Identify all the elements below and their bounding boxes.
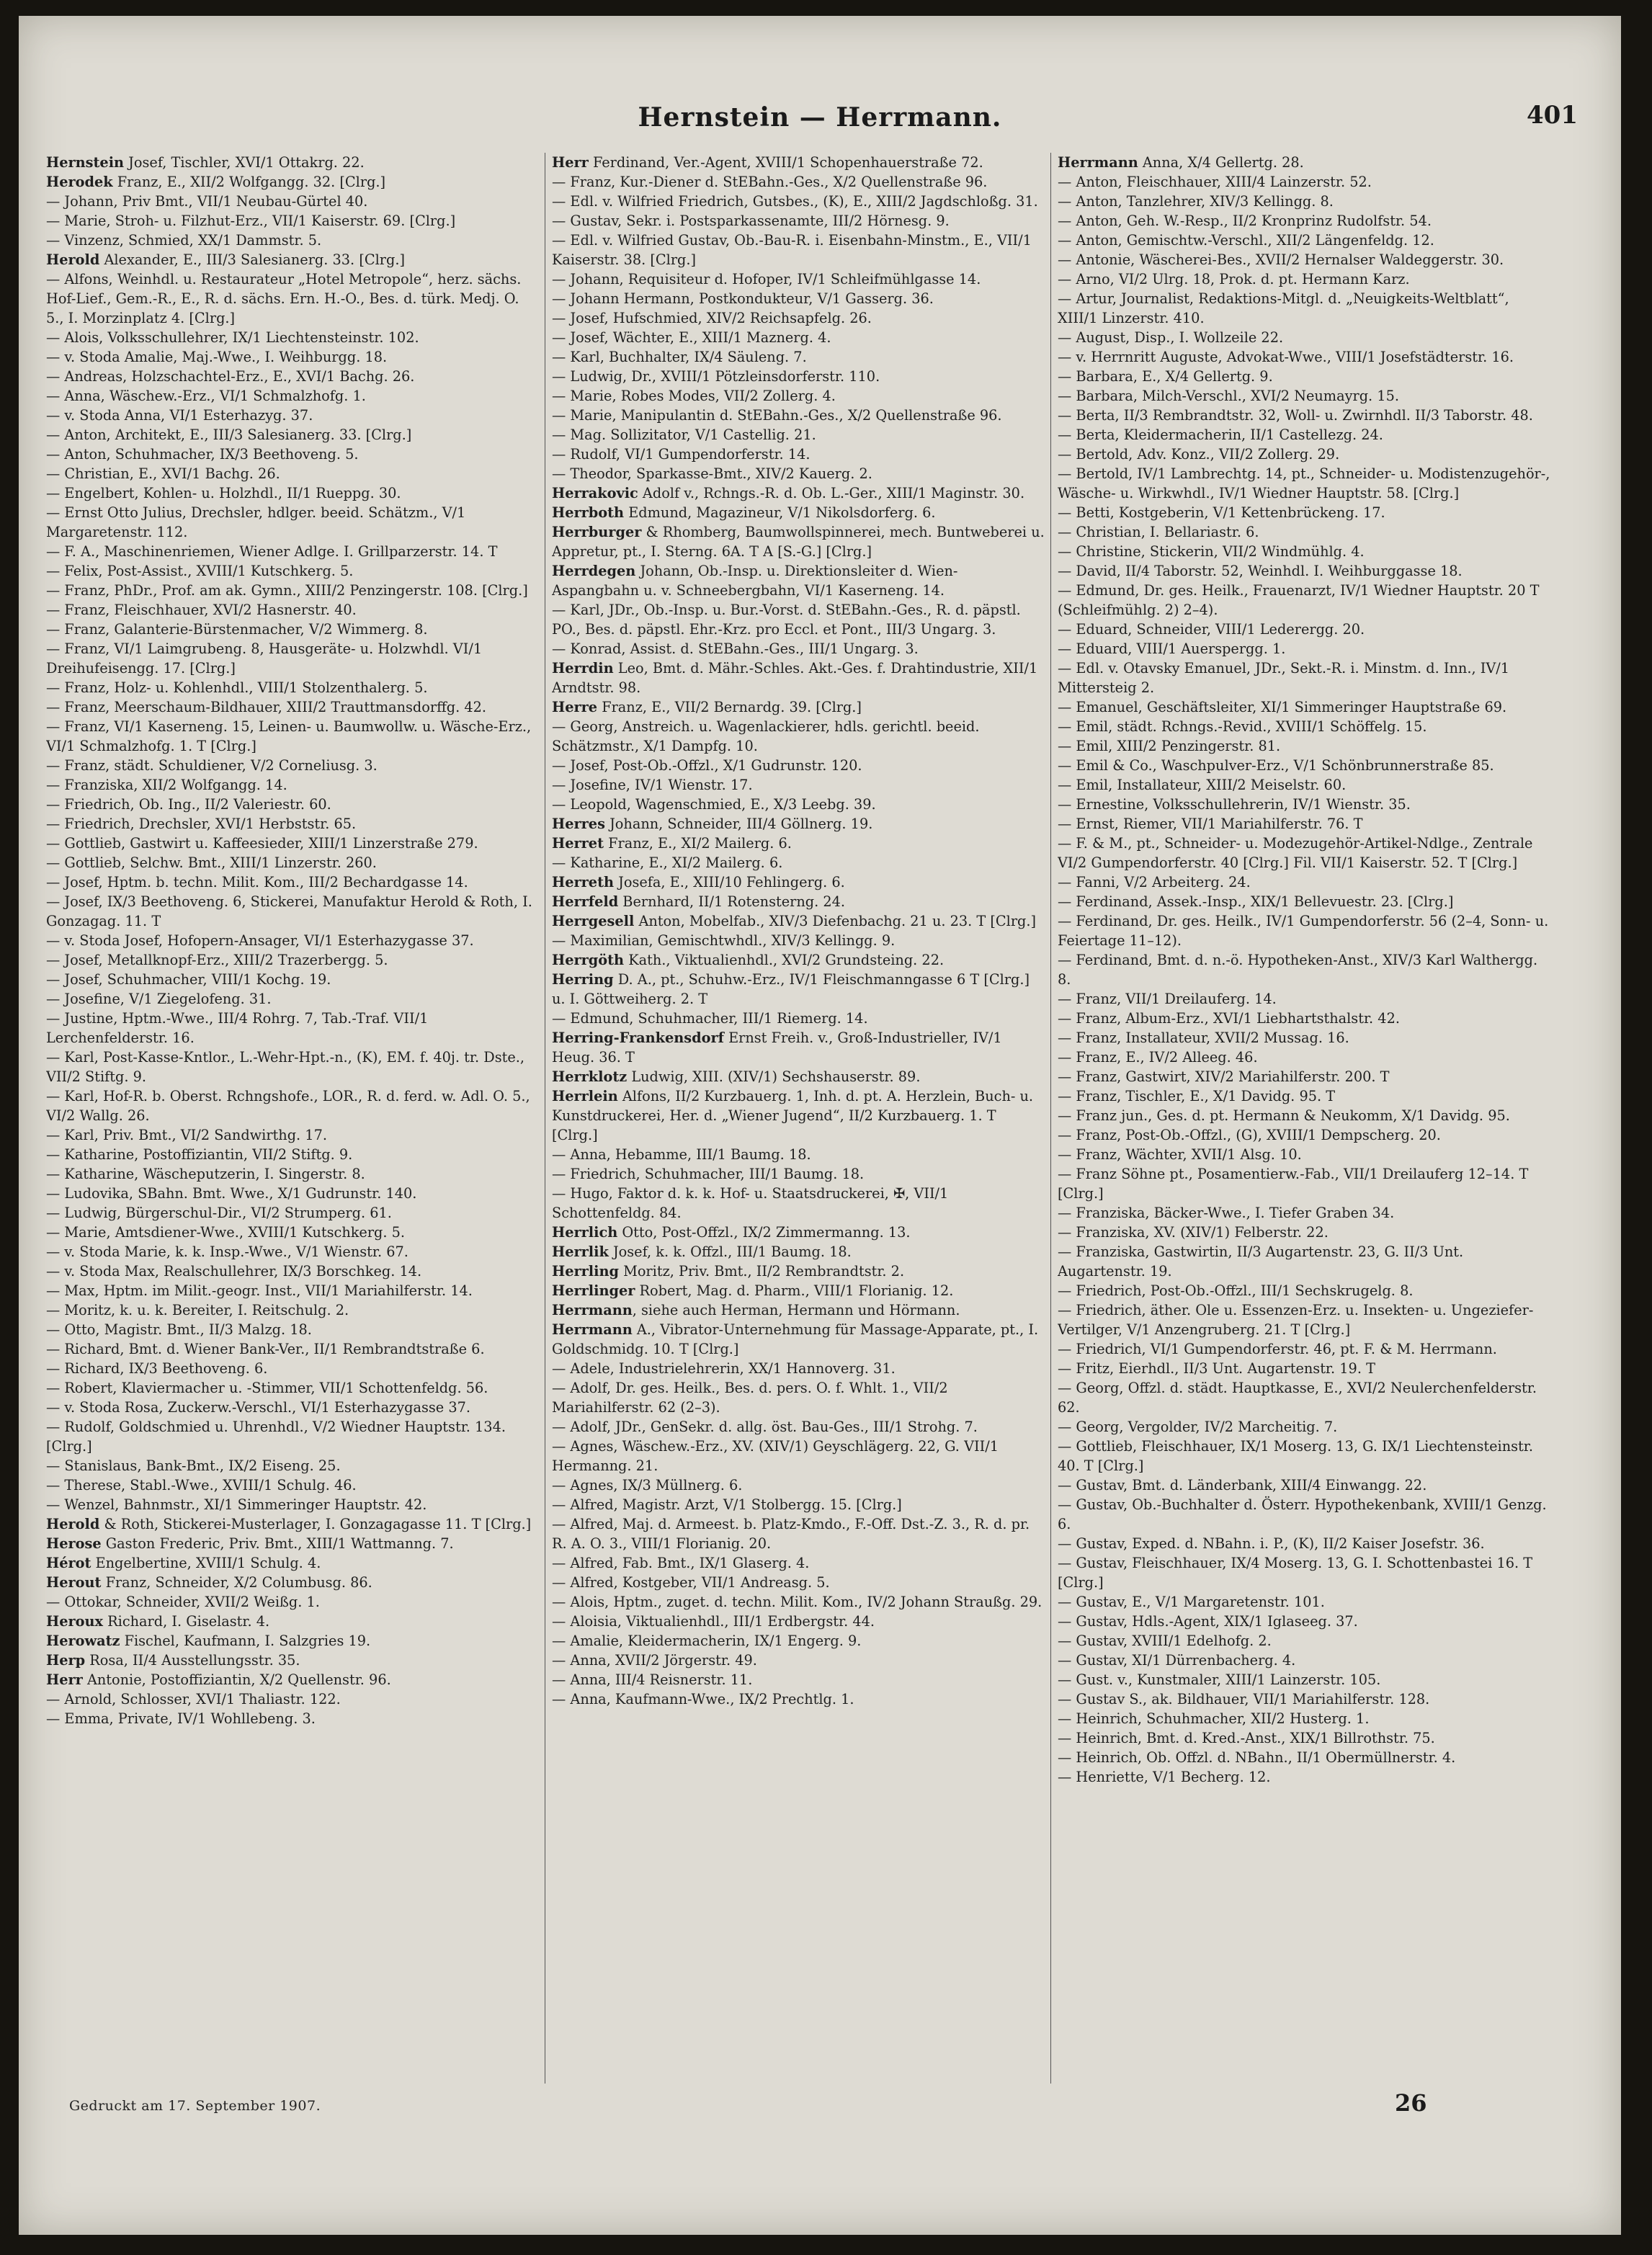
directory-entry: — Katharine, Postoffiziantin, VII/2 Stiftg. 9. <box>46 1146 353 1163</box>
directory-entry: — Robert, Klaviermacher u. -Stimmer, VII/1 Schottenfeldg. 56. <box>46 1380 488 1396</box>
directory-entry: — Wenzel, Bahnmstr., XI/1 Simmeringer Hauptstr. 42. <box>46 1496 427 1513</box>
directory-entry: — Gustav S., ak. Bildhauer, VII/1 Mariahilferstr. 128. <box>1058 1691 1430 1707</box>
directory-entry: Hernstein Josef, Tischler, XVI/1 Ottakrg. 22. <box>46 154 365 171</box>
directory-entry: Herres Johann, Schneider, III/4 Göllnerg. 19. <box>552 816 873 832</box>
directory-entry: — Katharine, Wäscheputzerin, I. Singerstr. 8. <box>46 1166 365 1182</box>
directory-entry: — Franz, E., IV/2 Alleeg. 46. <box>1058 1049 1258 1066</box>
directory-entry: Herring-Frankensdorf Ernst Freih. v., Groß-Industrieller, IV/1 Heug. 36. T <box>552 1030 1002 1066</box>
directory-entry: — Gustav, XI/1 Dürrenbacherg. 4. <box>1058 1652 1296 1669</box>
directory-entry: — Christian, E., XVI/1 Bachg. 26. <box>46 465 280 482</box>
directory-entry: Herowatz Fischel, Kaufmann, I. Salzgries 19. <box>46 1633 371 1649</box>
directory-entry: — Franz jun., Ges. d. pt. Hermann & Neukomm, X/1 Davidg. 95. <box>1058 1107 1510 1124</box>
directory-entry: Herrakovic Adolf v., Rchngs.-R. d. Ob. L.-Ger., XIII/1 Maginstr. 30. <box>552 485 1025 501</box>
directory-entry: — Justine, Hptm.-Wwe., III/4 Rohrg. 7, Tab.-Traf. VII/1 Lerchenfelderstr. 16. <box>46 1010 429 1046</box>
directory-entry: — Gustav, E., V/1 Margaretenstr. 101. <box>1058 1594 1325 1610</box>
directory-entry: Herrboth Edmund, Magazineur, V/1 Nikolsdorferg. 6. <box>552 504 936 521</box>
directory-entry: — Franz, Album-Erz., XVI/1 Liebhartsthalstr. 42. <box>1058 1010 1400 1027</box>
directory-entry: — Josef, IX/3 Beethoveng. 6, Stickerei, Manufaktur Herold & Roth, I. Gonzagag. 11. T <box>46 893 532 929</box>
directory-entry: — Anna, Kaufmann-Wwe., IX/2 Prechtlg. 1. <box>552 1691 854 1707</box>
directory-entry: — Berta, II/3 Rembrandtstr. 32, Woll- u. Zwirnhdl. II/3 Taborstr. 48. <box>1058 407 1533 424</box>
directory-entry: Herrfeld Bernhard, II/1 Rotensterng. 24. <box>552 893 846 910</box>
directory-entry: — v. Stoda Rosa, Zuckerw.-Verschl., VI/1 Esterhazygasse 37. <box>46 1399 470 1416</box>
directory-entry: — Agnes, IX/3 Müllnerg. 6. <box>552 1477 743 1493</box>
directory-entry: — Richard, IX/3 Beethoveng. 6. <box>46 1360 268 1377</box>
directory-entry: Herrmann A., Vibrator-Unternehmung für Massage-Apparate, pt., I. Goldschmidg. 10. T [Clrg.] <box>552 1321 1039 1357</box>
directory-entry: — Georg, Vergolder, IV/2 Marcheitig. 7. <box>1058 1419 1338 1435</box>
directory-entry: — Franz, Holz- u. Kohlenhdl., VIII/1 Stolzenthalerg. 5. <box>46 679 428 696</box>
print-date: Gedruckt am 17. September 1907. <box>69 2098 321 2114</box>
directory-entry: Herrdegen Johann, Ob.-Insp. u. Direktionsleiter d. Wien-Aspangbahn u. v. Schneebergbahn, VI/1 Kaserneng. 14. <box>552 563 958 599</box>
directory-entry: — Friedrich, äther. Ole u. Essenzen-Erz. u. Insekten- u. Ungeziefer-Vertilger, V/1 Anzengruberg. 21. T [Clrg.] <box>1058 1302 1534 1338</box>
running-head: Hernstein — Herrmann. <box>638 102 1002 133</box>
directory-entry: — Franz, VII/1 Dreilauferg. 14. <box>1058 991 1277 1007</box>
directory-entry: — Mag. Sollizitator, V/1 Castellig. 21. <box>552 427 816 443</box>
directory-entry: — Gust. v., Kunstmaler, XIII/1 Lainzerstr. 105. <box>1058 1671 1381 1688</box>
directory-entry: — Fritz, Eierhdl., II/3 Unt. Augartenstr. 19. T <box>1058 1360 1375 1377</box>
directory-entry: — Friedrich, Drechsler, XVI/1 Herbststr. 65. <box>46 816 357 832</box>
directory-entry: — Alfons, Weinhdl. u. Restaurateur „Hotel Metropole“, herz. sächs. Hof-Lief., Gem.-R., E., R. d. sächs. Ern. H.-O., Bes. d. türk. Medj. O. 5., I. Morzinplatz 4. [Clrg.] <box>46 271 522 326</box>
directory-entry: — Edmund, Schuhmacher, III/1 Riemerg. 14. <box>552 1010 868 1027</box>
directory-entry: Herr Ferdinand, Ver.-Agent, XVIII/1 Schopenhauerstraße 72. <box>552 154 983 171</box>
directory-entry: — Johann, Requisiteur d. Hofoper, IV/1 Schleifmühlgasse 14. <box>552 271 981 287</box>
directory-entry: — Karl, Post-Kasse-Kntlor., L.-Wehr-Hpt.-n., (K), EM. f. 40j. tr. Dste., VII/2 Stiftg. 9. <box>46 1049 525 1085</box>
directory-entry: Herrmann Anna, X/4 Gellertg. 28. <box>1058 154 1304 171</box>
directory-entry: — Franziska, Bäcker-Wwe., I. Tiefer Graben 34. <box>1058 1205 1395 1221</box>
directory-entry: — Franz, Galanterie-Bürstenmacher, V/2 Wimmerg. 8. <box>46 621 428 638</box>
directory-entry: — Adele, Industrielehrerin, XX/1 Hannoverg. 31. <box>552 1360 896 1377</box>
directory-entry: Herp Rosa, II/4 Ausstellungsstr. 35. <box>46 1652 300 1669</box>
directory-entry: — Emma, Private, IV/1 Wohllebeng. 3. <box>46 1710 316 1727</box>
directory-entry: — v. Stoda Amalie, Maj.-Wwe., I. Weihburgg. 18. <box>46 349 388 365</box>
directory-entry: — Anna, III/4 Reisnerstr. 11. <box>552 1671 753 1688</box>
directory-entry: — Georg, Anstreich. u. Wagenlackierer, hdls. gerichtl. beeid. Schätzmstr., X/1 Dampfg. 10. <box>552 718 980 754</box>
directory-entry: — Josef, Hufschmied, XIV/2 Reichsapfelg. 26. <box>552 310 872 326</box>
directory-entry: — Franz, VI/1 Laimgrubeng. 8, Hausgeräte- u. Holzwhdl. VI/1 Dreihufeisengg. 17. [Clrg.] <box>46 640 483 676</box>
directory-entry: — Franz, VI/1 Kaserneng. 15, Leinen- u. Baumwollw. u. Wäsche-Erz., VI/1 Schmalzhofg. 1. T [Clrg.] <box>46 718 532 754</box>
directory-entry: — Karl, Priv. Bmt., VI/2 Sandwirthg. 17. <box>46 1127 327 1143</box>
directory-entry: — Eduard, VIII/1 Auerspergg. 1. <box>1058 640 1286 657</box>
directory-entry: — Karl, Buchhalter, IX/4 Säuleng. 7. <box>552 349 807 365</box>
directory-entry: — Betti, Kostgeberin, V/1 Kettenbrückeng. 17. <box>1058 504 1385 521</box>
directory-entry: — Alois, Hptm., zuget. d. techn. Milit. Kom., IV/2 Johann Straußg. 29. <box>552 1594 1042 1610</box>
directory-entry: — Maximilian, Gemischtwhdl., XIV/3 Kellingg. 9. <box>552 932 896 949</box>
directory-entry: — Franziska, Gastwirtin, II/3 Augartenstr. 23, G. II/3 Unt. Augartenstr. 19. <box>1058 1243 1464 1280</box>
directory-entry: — Friedrich, Post-Ob.-Offzl., III/1 Sechskrugelg. 8. <box>1058 1282 1414 1299</box>
directory-entry: — Gustav, Hdls.-Agent, XIX/1 Iglaseeg. 37. <box>1058 1613 1358 1630</box>
directory-entry: — Friedrich, VI/1 Gumpendorferstr. 46, pt. F. & M. Herrmann. <box>1058 1341 1497 1357</box>
directory-entry: — Anna, Wäschew.-Erz., VI/1 Schmalzhofg. 1. <box>46 388 366 404</box>
directory-entry: — Ferdinand, Dr. ges. Heilk., IV/1 Gumpendorferstr. 56 (2–4, Sonn- u. Feiertage 11–12). <box>1058 913 1549 949</box>
directory-entry: — Moritz, k. u. k. Bereiter, I. Reitschulg. 2. <box>46 1302 349 1318</box>
directory-entry: Herret Franz, E., XI/2 Mailerg. 6. <box>552 835 792 852</box>
directory-entry: — Johann, Priv Bmt., VII/1 Neubau-Gürtel 40. <box>46 193 368 210</box>
directory-entry: Herrdin Leo, Bmt. d. Mähr.-Schles. Akt.-Ges. f. Drahtindustrie, XII/1 Arndtstr. 98. <box>552 660 1038 696</box>
directory-entry: Herodek Franz, E., XII/2 Wolfgangg. 32. [Clrg.] <box>46 174 386 190</box>
directory-entry: — Henriette, V/1 Becherg. 12. <box>1058 1769 1271 1785</box>
directory-entry: — Franz Söhne pt., Posamentierw.-Fab., VII/1 Dreilauferg 12–14. T [Clrg.] <box>1058 1166 1529 1202</box>
directory-entry: Herrklotz Ludwig, XIII. (XIV/1) Sechshauserstr. 89. <box>552 1068 921 1085</box>
directory-entry: — v. Stoda Anna, VI/1 Esterhazyg. 37. <box>46 407 313 424</box>
directory-entry: — Vinzenz, Schmied, XX/1 Dammstr. 5. <box>46 232 322 249</box>
directory-entry: — Ernst Otto Julius, Drechsler, hdlger. beeid. Schätzm., V/1 Margaretenstr. 112. <box>46 504 466 540</box>
directory-entry: — Ferdinand, Bmt. d. n.-ö. Hypotheken-Anst., XIV/3 Karl Walthergg. 8. <box>1058 952 1538 988</box>
directory-entry: — v. Herrnritt Auguste, Advokat-Wwe., VIII/1 Josefstädterstr. 16. <box>1058 349 1514 365</box>
directory-entry: — Amalie, Kleidermacherin, IX/1 Engerg. 9. <box>552 1633 862 1649</box>
directory-entry: — Rudolf, VI/1 Gumpendorferstr. 14. <box>552 446 811 463</box>
directory-entry: — Franz, Kur.-Diener d. StEBahn.-Ges., X/2 Quellenstraße 96. <box>552 174 988 190</box>
directory-entry: — Otto, Magistr. Bmt., II/3 Malzg. 18. <box>46 1321 312 1338</box>
directory-entry: — Anna, XVII/2 Jörgerstr. 49. <box>552 1652 757 1669</box>
directory-entry: — Emil, Installateur, XIII/2 Meiselstr. 60. <box>1058 777 1347 793</box>
page-footer <box>19 2089 1621 2133</box>
directory-entry: — Franz, PhDr., Prof. am ak. Gymn., XIII/2 Penzingerstr. 108. [Clrg.] <box>46 582 528 599</box>
directory-entry: — Franz, städt. Schuldiener, V/2 Corneliusg. 3. <box>46 757 378 774</box>
directory-entry: — Ludwig, Bürgerschul-Dir., VI/2 Strumperg. 61. <box>46 1205 392 1221</box>
directory-entry: — Franz, Post-Ob.-Offzl., (G), XVIII/1 Dempscherg. 20. <box>1058 1127 1441 1143</box>
directory-entry: — Anton, Schuhmacher, IX/3 Beethoveng. 5. <box>46 446 359 463</box>
directory-entry: — Alfred, Fab. Bmt., IX/1 Glaserg. 4. <box>552 1555 810 1571</box>
directory-entry: Herrlik Josef, k. k. Offzl., III/1 Baumg. 18. <box>552 1243 852 1260</box>
directory-entry: — Aloisia, Viktualienhdl., III/1 Erdbergstr. 44. <box>552 1613 875 1630</box>
directory-entry: Herrmann, siehe auch Herman, Hermann und Hörmann. <box>552 1302 960 1318</box>
directory-entry: Herrlein Alfons, II/2 Kurzbauerg. 1, Inh. d. pt. A. Herzlein, Buch- u. Kunstdruckerei, Her. d. „Wiener Jugend“, II/2 Kurzbauerg. 1. T [Clrg.] <box>552 1088 1034 1143</box>
directory-entry: — Gustav, Ob.-Buchhalter d. Österr. Hypothekenbank, XVIII/1 Genzg. 6. <box>1058 1496 1547 1532</box>
directory-entry: — Franz, Tischler, E., X/1 Davidg. 95. T <box>1058 1088 1336 1104</box>
directory-entry: — Franziska, XV. (XIV/1) Felberstr. 22. <box>1058 1224 1329 1241</box>
directory-entry: — Anton, Architekt, E., III/3 Salesianerg. 33. [Clrg.] <box>46 427 412 443</box>
directory-entry: — Franz, Gastwirt, XIV/2 Mariahilferstr. 200. T <box>1058 1068 1390 1085</box>
directory-entry: — Rudolf, Goldschmied u. Uhrenhdl., V/2 Wiedner Hauptstr. 134. [Clrg.] <box>46 1419 506 1455</box>
directory-entry: — Marie, Manipulantin d. StEBahn.-Ges., X/2 Quellenstraße 96. <box>552 407 1002 424</box>
directory-entry: — Georg, Offzl. d. städt. Hauptkasse, E., XVI/2 Neulerchenfelderstr. 62. <box>1058 1380 1537 1416</box>
directory-entry: — Emil, XIII/2 Penzingerstr. 81. <box>1058 738 1281 754</box>
directory-entry: — Gustav, Bmt. d. Länderbank, XIII/4 Einwangg. 22. <box>1058 1477 1427 1493</box>
directory-entry: — F. & M., pt., Schneider- u. Modezugehör-Artikel-Ndlge., Zentrale VI/2 Gumpendorferstr. 40 [Clrg.] Fil. VII/1 Kaiserstr. 52. T [Clrg.] <box>1058 835 1533 871</box>
directory-entry: — v. Stoda Max, Realschullehrer, IX/3 Borschkeg. 14. <box>46 1263 422 1280</box>
column-divider <box>1050 153 1051 2084</box>
directory-entry: — Heinrich, Bmt. d. Kred.-Anst., XIX/1 Billrothstr. 75. <box>1058 1730 1435 1746</box>
directory-entry: — Ludwig, Dr., XVIII/1 Pötzleinsdorferstr. 110. <box>552 368 880 385</box>
directory-entry: — Josefine, IV/1 Wienstr. 17. <box>552 777 753 793</box>
directory-entry: — Gustav, Exped. d. NBahn. i. P., (K), II/2 Kaiser Josefstr. 36. <box>1058 1535 1485 1552</box>
directory-entry: — Heinrich, Ob. Offzl. d. NBahn., II/1 Obermüllnerstr. 4. <box>1058 1749 1456 1766</box>
directory-entry: — Marie, Robes Modes, VII/2 Zollerg. 4. <box>552 388 836 404</box>
directory-entry: — Gottlieb, Gastwirt u. Kaffeesieder, XIII/1 Linzerstraße 279. <box>46 835 478 852</box>
directory-entry: — Ottokar, Schneider, XVII/2 Weißg. 1. <box>46 1594 320 1610</box>
directory-entry: — Leopold, Wagenschmied, E., X/3 Leebg. 39. <box>552 796 876 813</box>
directory-entry: — Arnold, Schlosser, XVI/1 Thaliastr. 122. <box>46 1691 341 1707</box>
directory-entry: — Bertold, IV/1 Lambrechtg. 14, pt., Schneider- u. Modistenzugehör-, Wäsche- u. Wirkwhdl., IV/1 Wiedner Hauptstr. 58. [Clrg.] <box>1058 465 1550 501</box>
directory-entry: Herrgöth Kath., Viktualienhdl., XVI/2 Grundsteing. 22. <box>552 952 945 968</box>
directory-entry: — Edl. v. Otavsky Emanuel, JDr., Sekt.-R. i. Minstm. d. Inn., IV/1 Mittersteig 2. <box>1058 660 1510 696</box>
sheet-number: 26 <box>1395 2089 1427 2117</box>
directory-entry: — Franz, Wächter, XVII/1 Alsg. 10. <box>1058 1146 1302 1163</box>
directory-entry: — Engelbert, Kohlen- u. Holzhdl., II/1 Rueppg. 30. <box>46 485 401 501</box>
directory-entry: — Christine, Stickerin, VII/2 Windmühlg. 4. <box>1058 543 1365 560</box>
directory-entry: — Fanni, V/2 Arbeiterg. 24. <box>1058 874 1251 890</box>
directory-entry: — Edl. v. Wilfried Gustav, Ob.-Bau-R. i. Eisenbahn-Minstm., E., VII/1 Kaiserstr. 38. [Clrg.] <box>552 232 1032 268</box>
directory-entry: — Alfred, Magistr. Arzt, V/1 Stolbergg. 15. [Clrg.] <box>552 1496 902 1513</box>
directory-entry: — Adolf, JDr., GenSekr. d. allg. öst. Bau-Ges., III/1 Strohg. 7. <box>552 1419 978 1435</box>
directory-entry: — Katharine, E., XI/2 Mailerg. 6. <box>552 854 783 871</box>
page-header <box>19 97 1621 140</box>
directory-entry: — Heinrich, Schuhmacher, XII/2 Husterg. 1. <box>1058 1710 1370 1727</box>
directory-entry: — Gustav, XVIII/1 Edelhofg. 2. <box>1058 1633 1272 1649</box>
directory-column-3 <box>1058 153 1550 2084</box>
directory-entry: — Antonie, Wäscherei-Bes., XVII/2 Hernalser Waldeggerstr. 30. <box>1058 251 1504 268</box>
directory-column-2 <box>552 153 1045 2084</box>
directory-entry: — Richard, Bmt. d. Wiener Bank-Ver., II/1 Rembrandtstraße 6. <box>46 1341 485 1357</box>
directory-entry: — Marie, Amtsdiener-Wwe., XVIII/1 Kutschkerg. 5. <box>46 1224 406 1241</box>
directory-entry: Herrburger & Rhomberg, Baumwollspinnerei, mech. Buntweberei u. Appretur, pt., I. Sterng. 6A. T A [S.-G.] [Clrg.] <box>552 524 1045 560</box>
directory-entry: Herold Alexander, E., III/3 Salesianerg. 33. [Clrg.] <box>46 251 405 268</box>
directory-entry: Herring D. A., pt., Schuhw.-Erz., IV/1 Fleischmanngasse 6 T [Clrg.] u. I. Göttweiherg. 2. T <box>552 971 1030 1007</box>
directory-entry: — Anton, Tanzlehrer, XIV/3 Kellingg. 8. <box>1058 193 1334 210</box>
directory-page <box>19 16 1621 2235</box>
directory-entry: — David, II/4 Taborstr. 52, Weinhdl. I. Weihburggasse 18. <box>1058 563 1463 579</box>
directory-entry: — Anton, Geh. W.-Resp., II/2 Kronprinz Rudolfstr. 54. <box>1058 213 1432 229</box>
directory-entry: — Karl, Hof-R. b. Oberst. Rchngshofe., LOR., R. d. ferd. w. Adl. O. 5., VI/2 Wallg. 26. <box>46 1088 530 1124</box>
directory-entry: — v. Stoda Marie, k. k. Insp.-Wwe., V/1 Wienstr. 67. <box>46 1243 408 1260</box>
directory-entry: — Andreas, Holzschachtel-Erz., E., XVI/1 Bachg. 26. <box>46 368 415 385</box>
directory-entry: Herrlinger Robert, Mag. d. Pharm., VIII/1 Florianig. 12. <box>552 1282 954 1299</box>
directory-entry: Herr Antonie, Postoffiziantin, X/2 Quellenstr. 96. <box>46 1671 391 1688</box>
directory-entry: — Adolf, Dr. ges. Heilk., Bes. d. pers. O. f. Whlt. 1., VII/2 Mariahilferstr. 62 (2–3). <box>552 1380 948 1416</box>
directory-entry: — Gustav, Fleischhauer, IX/4 Moserg. 13, G. I. Schottenbastei 16. T [Clrg.] <box>1058 1555 1533 1591</box>
directory-entry: — Eduard, Schneider, VIII/1 Lederergg. 20. <box>1058 621 1365 638</box>
directory-entry: — Hugo, Faktor d. k. k. Hof- u. Staatsdruckerei, ✠, VII/1 Schottenfeldg. 84. <box>552 1185 949 1221</box>
directory-entry: — Agnes, Wäschew.-Erz., XV. (XIV/1) Geyschlägerg. 22, G. VII/1 Hermanng. 21. <box>552 1438 999 1474</box>
directory-entry: — Anton, Gemischtw.-Verschl., XII/2 Längenfeldg. 12. <box>1058 232 1434 249</box>
directory-entry: — Karl, JDr., Ob.-Insp. u. Bur.-Vorst. d. StEBahn.-Ges., R. d. päpstl. PO., Bes. d. päpstl. Ehr.-Krz. pro Eccl. et Pont., III/3 Ungarg. 3. <box>552 602 1021 638</box>
directory-entry: Herrling Moritz, Priv. Bmt., II/2 Rembrandtstr. 2. <box>552 1263 905 1280</box>
directory-entry: — Josefine, V/1 Ziegelofeng. 31. <box>46 991 272 1007</box>
directory-entry: — Alfred, Maj. d. Armeest. b. Platz-Kmdo., F.-Off. Dst.-Z. 3., R. d. pr. R. A. O. 3., VIII/1 Florianig. 20. <box>552 1516 1030 1552</box>
directory-entry: — Barbara, E., X/4 Gellertg. 9. <box>1058 368 1273 385</box>
directory-entry: — Theodor, Sparkasse-Bmt., XIV/2 Kauerg. 2. <box>552 465 872 482</box>
directory-entry: Hérot Engelbertine, XVIII/1 Schulg. 4. <box>46 1555 321 1571</box>
directory-entry: — Franz, Fleischhauer, XVI/2 Hasnerstr. 40. <box>46 602 357 618</box>
directory-entry: — Franziska, XII/2 Wolfgangg. 14. <box>46 777 287 793</box>
directory-entry: — Anton, Fleischhauer, XIII/4 Lainzerstr. 52. <box>1058 174 1372 190</box>
directory-entry: — Felix, Post-Assist., XVIII/1 Kutschkerg. 5. <box>46 563 354 579</box>
directory-entry: — Anna, Hebamme, III/1 Baumg. 18. <box>552 1146 811 1163</box>
directory-entry: — Emil & Co., Waschpulver-Erz., V/1 Schönbrunnerstraße 85. <box>1058 757 1494 774</box>
directory-entry: Herose Gaston Frederic, Priv. Bmt., XIII/1 Wattmanng. 7. <box>46 1535 454 1552</box>
directory-entry: — Berta, Kleidermacherin, II/1 Castellezg. 24. <box>1058 427 1383 443</box>
directory-entry: Herrlich Otto, Post-Offzl., IX/2 Zimmermanng. 13. <box>552 1224 911 1241</box>
directory-entry: Herold & Roth, Stickerei-Musterlager, I. Gonzagagasse 11. T [Clrg.] <box>46 1516 532 1532</box>
directory-entry: — Edl. v. Wilfried Friedrich, Gutsbes., (K), E., XIII/2 Jagdschloßg. 31. <box>552 193 1038 210</box>
directory-entry: — Marie, Stroh- u. Filzhut-Erz., VII/1 Kaiserstr. 69. [Clrg.] <box>46 213 456 229</box>
directory-entry: — Josef, Post-Ob.-Offzl., X/1 Gudrunstr. 120. <box>552 757 862 774</box>
directory-entry: — Artur, Journalist, Redaktions-Mitgl. d. „Neuigkeits-Weltblatt“, XIII/1 Linzerstr. 410. <box>1058 290 1509 326</box>
directory-entry: — Josef, Schuhmacher, VIII/1 Kochg. 19. <box>46 971 331 988</box>
directory-entry: — Friedrich, Schuhmacher, III/1 Baumg. 18. <box>552 1166 865 1182</box>
directory-entry: Herout Franz, Schneider, X/2 Columbusg. 86. <box>46 1574 372 1591</box>
directory-entry: — Alfred, Kostgeber, VII/1 Andreasg. 5. <box>552 1574 830 1591</box>
directory-entry: — Josef, Hptm. b. techn. Milit. Kom., III/2 Bechardgasse 14. <box>46 874 468 890</box>
directory-entry: — Barbara, Milch-Verschl., XVI/2 Neumayrg. 15. <box>1058 388 1399 404</box>
directory-entry: — Arno, VI/2 Ulrg. 18, Prok. d. pt. Hermann Karz. <box>1058 271 1410 287</box>
directory-entry: — Emanuel, Geschäftsleiter, XI/1 Simmeringer Hauptstraße 69. <box>1058 699 1507 715</box>
directory-entry: Herreth Josefa, E., XIII/10 Fehlingerg. 6. <box>552 874 845 890</box>
directory-entry: — Therese, Stabl.-Wwe., XVIII/1 Schulg. 46. <box>46 1477 357 1493</box>
directory-entry: Heroux Richard, I. Giselastr. 4. <box>46 1613 270 1630</box>
directory-entry: Herre Franz, E., VII/2 Bernardg. 39. [Clrg.] <box>552 699 862 715</box>
directory-entry: — Alois, Volksschullehrer, IX/1 Liechtensteinstr. 102. <box>46 329 419 346</box>
directory-entry: — Ferdinand, Assek.-Insp., XIX/1 Bellevuestr. 23. [Clrg.] <box>1058 893 1454 910</box>
directory-entry: — Gottlieb, Selchw. Bmt., XIII/1 Linzerstr. 260. <box>46 854 377 871</box>
directory-entry: — Josef, Metallknopf-Erz., XIII/2 Trazerbergg. 5. <box>46 952 388 968</box>
directory-entry: — Bertold, Adv. Konz., VII/2 Zollerg. 29. <box>1058 446 1340 463</box>
directory-entry: — Gottlieb, Fleischhauer, IX/1 Moserg. 13, G. IX/1 Liechtensteinstr. 40. T [Clrg.] <box>1058 1438 1533 1474</box>
directory-entry: — Stanislaus, Bank-Bmt., IX/2 Eiseng. 25. <box>46 1457 341 1474</box>
directory-entry: — F. A., Maschinenriemen, Wiener Adlge. I. Grillparzerstr. 14. T <box>46 543 498 560</box>
directory-entry: — Edmund, Dr. ges. Heilk., Frauenarzt, IV/1 Wiedner Hauptstr. 20 T (Schleifmühlg. 2) 2–4). <box>1058 582 1540 618</box>
directory-entry: — Konrad, Assist. d. StEBahn.-Ges., III/1 Ungarg. 3. <box>552 640 919 657</box>
directory-entry: — v. Stoda Josef, Hofopern-Ansager, VI/1 Esterhazygasse 37. <box>46 932 474 949</box>
directory-column-1 <box>46 153 539 2084</box>
directory-entry: — Max, Hptm. im Milit.-geogr. Inst., VII/1 Mariahilferstr. 14. <box>46 1282 473 1299</box>
directory-entry: — Emil, städt. Rchngs.-Revid., XVIII/1 Schöffelg. 15. <box>1058 718 1427 735</box>
directory-entry: — Friedrich, Ob. Ing., II/2 Valeriestr. 60. <box>46 796 331 813</box>
directory-entry: — August, Disp., I. Wollzeile 22. <box>1058 329 1284 346</box>
directory-entry: — Ernst, Riemer, VII/1 Mariahilferstr. 76. T <box>1058 816 1363 832</box>
directory-entry: — Johann Hermann, Postkondukteur, V/1 Gasserg. 36. <box>552 290 934 307</box>
directory-entry: — Ludovika, SBahn. Bmt. Wwe., X/1 Gudrunstr. 140. <box>46 1185 417 1202</box>
directory-entry: — Ernestine, Volksschullehrerin, IV/1 Wienstr. 35. <box>1058 796 1411 813</box>
directory-entry: — Gustav, Sekr. i. Postsparkassenamte, III/2 Hörnesg. 9. <box>552 213 950 229</box>
directory-entry: — Josef, Wächter, E., XIII/1 Maznerg. 4. <box>552 329 831 346</box>
page-number: 401 <box>1527 101 1578 130</box>
directory-entry: Herrgesell Anton, Mobelfab., XIV/3 Diefenbachg. 21 u. 23. T [Clrg.] <box>552 913 1037 929</box>
directory-entry: — Christian, I. Bellariastr. 6. <box>1058 524 1259 540</box>
directory-entry: — Franz, Meerschaum-Bildhauer, XIII/2 Trauttmansdorffg. 42. <box>46 699 487 715</box>
directory-entry: — Franz, Installateur, XVII/2 Mussag. 16. <box>1058 1030 1349 1046</box>
